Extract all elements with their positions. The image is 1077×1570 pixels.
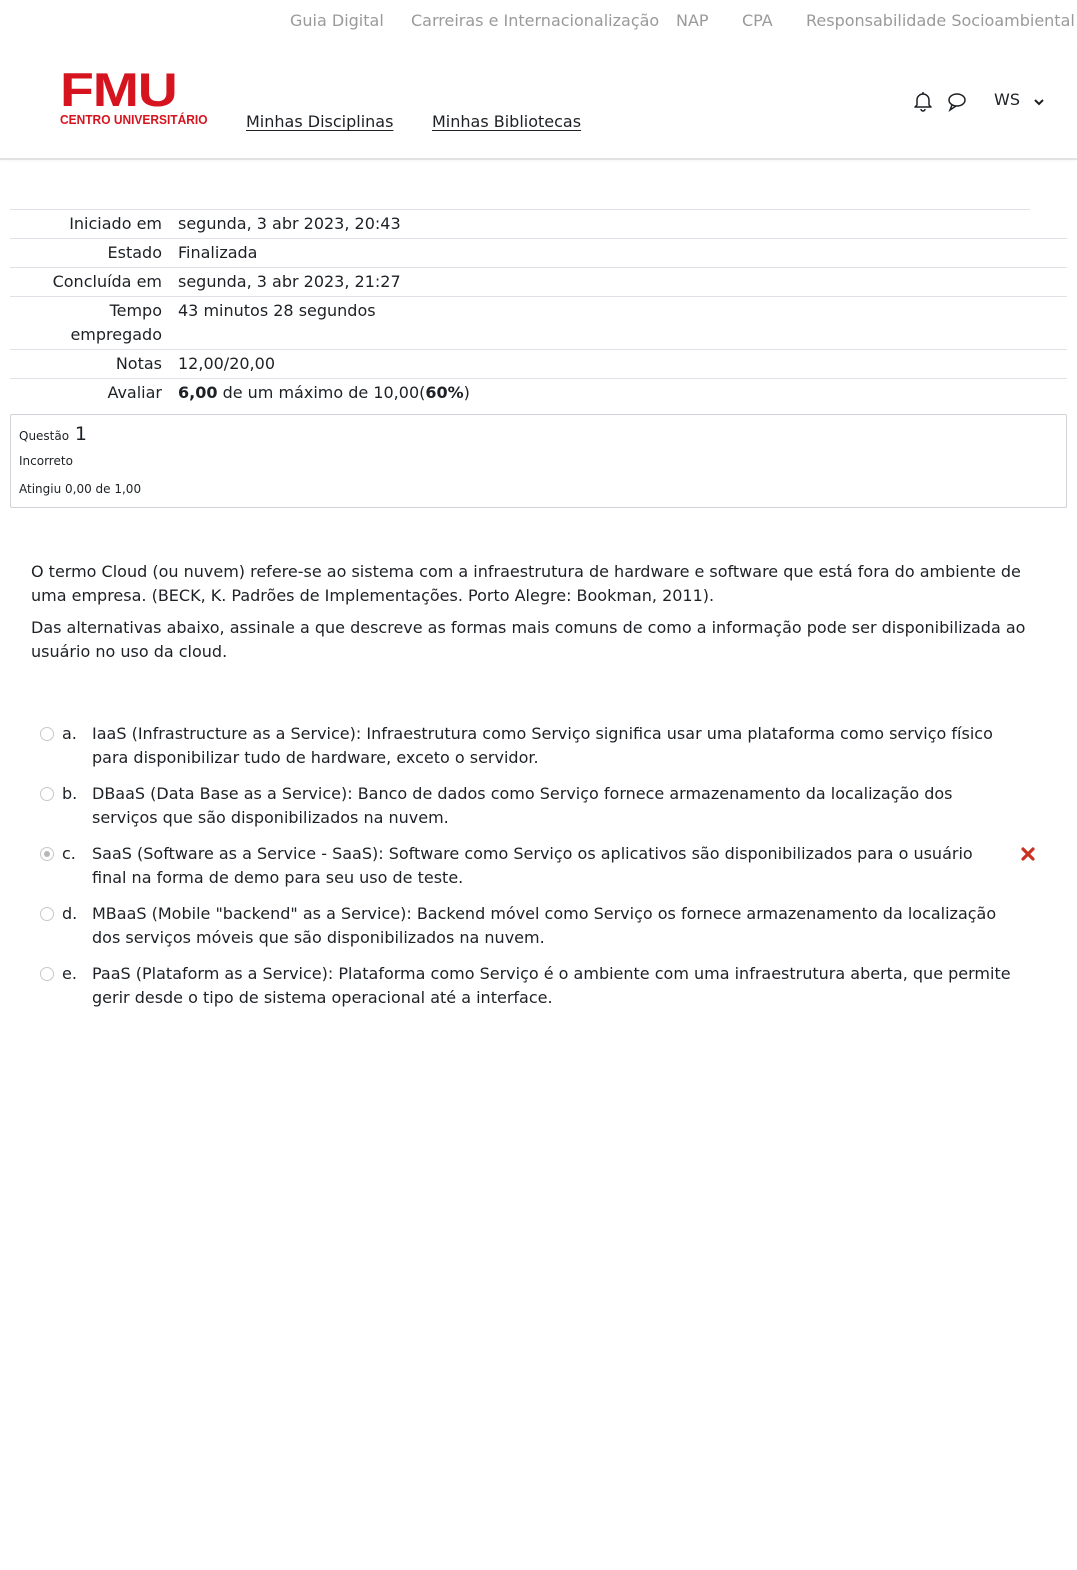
logo-main-text: FMU bbox=[60, 63, 177, 116]
user-menu-initials[interactable]: WS bbox=[994, 90, 1020, 109]
summary-label: Tempo empregado bbox=[70, 301, 162, 344]
summary-value: segunda, 3 abr 2023, 21:27 bbox=[178, 272, 401, 291]
answer-text: MBaaS (Mobile "backend" as a Service): Backend móvel como Serviço os fornece armazenamento da localização dos serviços móveis que são disponibilizados na nuvem. bbox=[92, 904, 997, 947]
answer-option-b[interactable] bbox=[40, 782, 1050, 830]
question-text bbox=[31, 560, 1046, 672]
answer-letter: d. bbox=[62, 904, 78, 923]
answer-letter: e. bbox=[62, 964, 77, 983]
answer-text: SaaS (Software as a Service - SaaS): Software como Serviço os aplicativos são disponibilizados para o usuário final na forma de demo para seu uso de teste. bbox=[92, 844, 973, 887]
answer-radio[interactable] bbox=[40, 967, 54, 981]
summary-value: Finalizada bbox=[178, 243, 258, 262]
chevron-down-icon[interactable] bbox=[1033, 93, 1045, 105]
answer-text: PaaS (Plataform as a Service): Plataforma como Serviço é o ambiente com uma infraestrutura aberta, que permite gerir desde o tipo de sistema operacional até a interface. bbox=[92, 964, 1011, 1007]
top-link-responsabilidade[interactable]: Responsabilidade Socioambiental bbox=[806, 11, 1075, 30]
summary-value: segunda, 3 abr 2023, 20:43 bbox=[178, 214, 401, 233]
summary-row-avaliar bbox=[10, 378, 1067, 407]
bell-icon[interactable] bbox=[912, 90, 934, 112]
answer-radio[interactable] bbox=[40, 907, 54, 921]
top-links-bar bbox=[0, 0, 1077, 44]
summary-row-iniciado bbox=[10, 209, 1030, 238]
top-link-nap[interactable]: NAP bbox=[676, 11, 709, 30]
grade-value: 6,00 bbox=[178, 383, 218, 402]
question-paragraph-1: O termo Cloud (ou nuvem) refere-se ao sistema com a infraestrutura de hardware e software que está fora do ambiente de uma empresa. (BECK, K. Padrões de Implementações. Porto Alegre: Bookman, 2011). bbox=[31, 562, 1021, 605]
answer-radio-selected[interactable] bbox=[40, 847, 54, 861]
answer-radio[interactable] bbox=[40, 787, 54, 801]
summary-label: Estado bbox=[107, 243, 162, 262]
answer-letter: c. bbox=[62, 844, 76, 863]
summary-row-notas bbox=[10, 349, 1067, 378]
nav-minhas-disciplinas[interactable]: Minhas Disciplinas bbox=[246, 112, 394, 131]
question-info-box bbox=[10, 414, 1067, 508]
summary-row-tempo bbox=[10, 296, 1067, 349]
answer-list bbox=[40, 722, 1050, 1022]
top-link-cpa[interactable]: CPA bbox=[742, 11, 773, 30]
top-link-guia-digital[interactable]: Guia Digital bbox=[290, 11, 384, 30]
chat-icon[interactable] bbox=[946, 90, 968, 112]
answer-letter: a. bbox=[62, 724, 77, 743]
answer-letter: b. bbox=[62, 784, 78, 803]
answer-option-d[interactable] bbox=[40, 902, 1050, 950]
question-state: Incorreto bbox=[19, 454, 73, 468]
summary-value bbox=[162, 379, 470, 407]
summary-row-estado bbox=[10, 238, 1067, 267]
attempt-summary-table bbox=[10, 209, 1067, 407]
summary-label: Avaliar bbox=[107, 383, 162, 402]
answer-option-e[interactable] bbox=[40, 962, 1050, 1010]
summary-row-concluida bbox=[10, 267, 1067, 296]
fmu-logo[interactable] bbox=[60, 63, 208, 132]
answer-text: IaaS (Infrastructure as a Service): Infraestrutura como Serviço significa usar uma plataforma como serviço físico para disponibilizar tudo de hardware, exceto o servidor. bbox=[92, 724, 993, 767]
site-header bbox=[0, 44, 1077, 160]
times-icon bbox=[1020, 846, 1036, 862]
question-number bbox=[19, 423, 87, 445]
answer-option-c[interactable] bbox=[40, 842, 1050, 890]
summary-label: Notas bbox=[115, 354, 162, 373]
logo-sub-text: CENTRO UNIVERSITÁRIO bbox=[60, 112, 208, 127]
question-label: Questão bbox=[19, 429, 70, 443]
grade-percent: 60% bbox=[425, 383, 464, 402]
summary-value: 43 minutos 28 segundos bbox=[178, 301, 376, 320]
question-paragraph-2: Das alternativas abaixo, assinale a que descreve as formas mais comuns de como a informação pode ser disponibilizada ao usuário no uso da cloud. bbox=[31, 618, 1026, 661]
summary-value: 12,00/20,00 bbox=[178, 354, 275, 373]
answer-radio[interactable] bbox=[40, 727, 54, 741]
grade-max-text: de um máximo de 10,00( bbox=[217, 383, 426, 402]
grade-close-paren: ) bbox=[463, 383, 470, 402]
question-grade: Atingiu 0,00 de 1,00 bbox=[19, 482, 142, 496]
question-number-value: 1 bbox=[74, 423, 88, 445]
answer-text: DBaaS (Data Base as a Service): Banco de dados como Serviço fornece armazenamento da localização dos serviços que são disponibilizados na nuvem. bbox=[92, 784, 953, 827]
summary-label: Iniciado em bbox=[69, 214, 162, 233]
answer-option-a[interactable] bbox=[40, 722, 1050, 770]
nav-minhas-bibliotecas[interactable]: Minhas Bibliotecas bbox=[432, 112, 582, 131]
summary-label: Concluída em bbox=[52, 272, 162, 291]
top-link-carreiras[interactable]: Carreiras e Internacionalização bbox=[411, 11, 660, 30]
